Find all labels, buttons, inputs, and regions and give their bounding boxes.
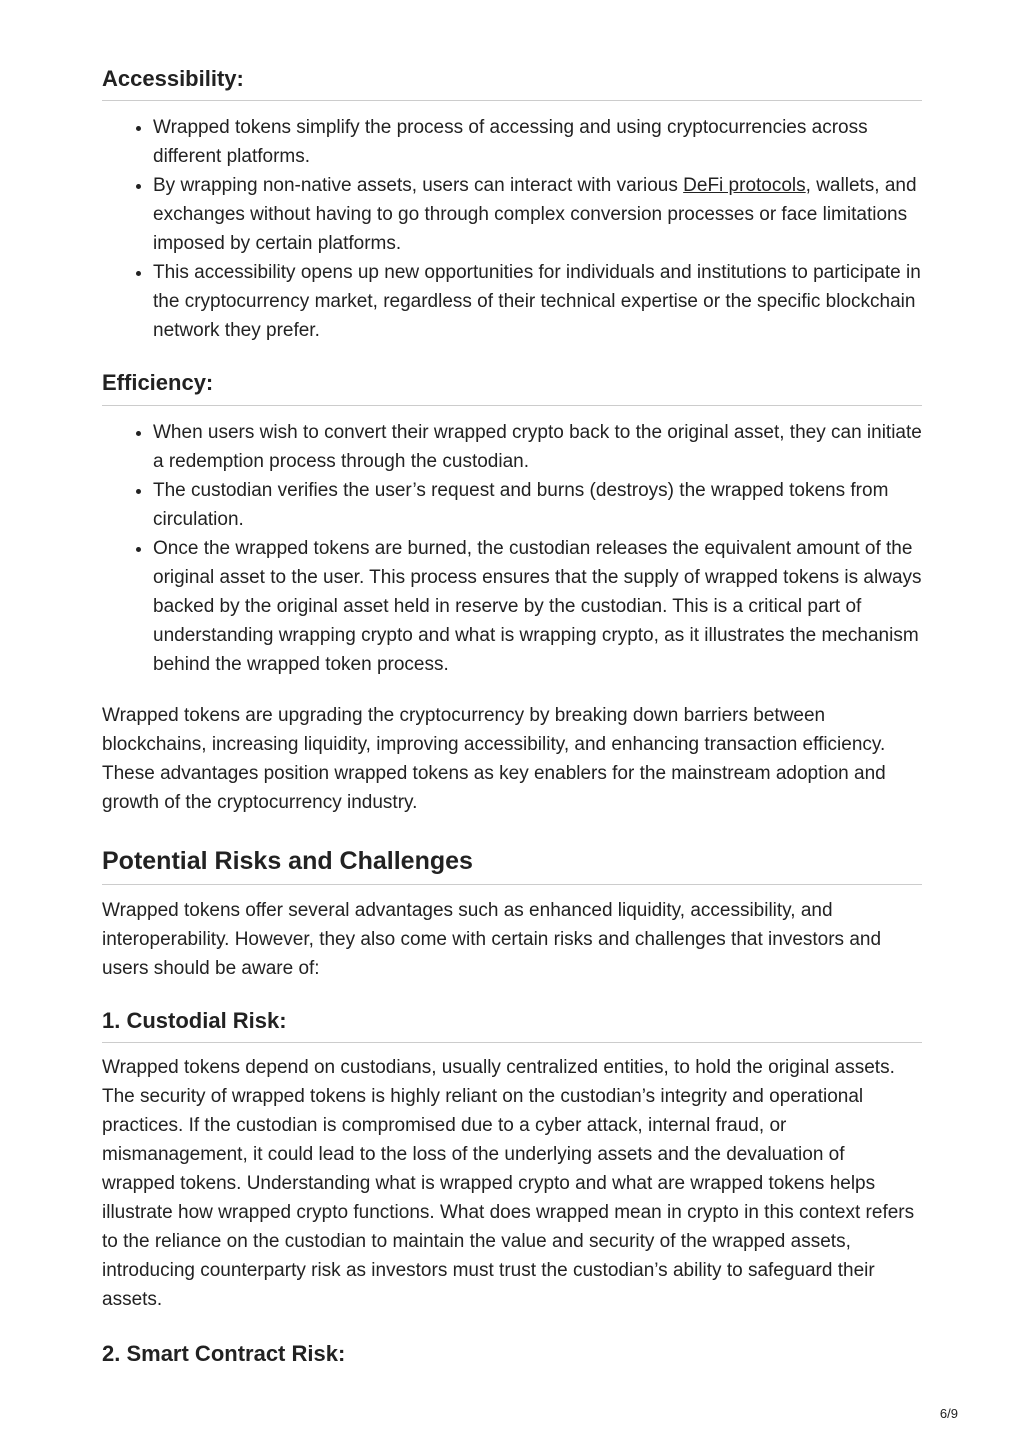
accessibility-list (102, 113, 922, 345)
section-heading-risks: Potential Risks and Challenges (102, 846, 922, 885)
list-item: • This accessibility opens up new opportunities for individuals and institutions to participate in the cryptocurrency market, regardless of their technical expertise or the specific blockchain network they prefer. (153, 258, 922, 345)
custodial-risk-paragraph: Wrapped tokens depend on custodians, usually centralized entities, to hold the original assets. The security of wrapped tokens is highly reliant on the custodian’s integrity and operational practices. If the custodian is compromised due to a cyber attack, internal fraud, or mismanagement, it could lead to the loss of the underlying assets and the devaluation of wrapped tokens. Understanding what is wrapped crypto and what are wrapped tokens helps illustrate how wrapped crypto functions. What does wrapped mean in crypto in this context refers to the reliance on the custodian to maintain the value and security of the wrapped assets, introducing counterparty risk as investors must trust the custodian’s ability to safeguard their assets. (102, 1057, 915, 1311)
risks-intro-paragraph: Wrapped tokens offer several advantages such as enhanced liquidity, accessibility, and interoperability. However, they also come with certain risks and challenges that investors and users should be aware of: (102, 900, 882, 980)
list-item: • Once the wrapped tokens are burned, the custodian releases the equivalent amount of the original asset to the user. This process ensures that the supply of wrapped tokens is always backed by the original asset held in reserve by the custodian. This is a critical part of understanding wrapping crypto and what is wrapping crypto, as it illustrates the mechanism behind the wrapped token process. (153, 534, 922, 679)
list-item: • Wrapped tokens simplify the process of accessing and using cryptocurrencies across different platforms. (153, 113, 922, 171)
list-item (153, 171, 922, 258)
page-number: 6/9 (939, 1406, 958, 1421)
section-heading-efficiency: Efficiency: (102, 370, 922, 405)
section-heading-smart-contract-risk: 2. Smart Contract Risk: (102, 1341, 346, 1367)
section-heading-accessibility: Accessibility: (102, 66, 922, 101)
efficiency-list (102, 418, 922, 679)
summary-paragraph: Wrapped tokens are upgrading the cryptocurrency by breaking down barriers between blockchains, increasing liquidity, improving accessibility, and enhancing transaction efficiency. These advantages position wrapped tokens as key enablers for the mainstream adoption and growth of the cryptocurrency industry. (102, 704, 886, 813)
section-heading-custodial-risk: 1. Custodial Risk: (102, 1008, 922, 1043)
document-page (102, 66, 922, 1376)
list-item-text: , wallets, and exchanges without having to go through complex conversion processes or face limitations imposed by certain platforms. (153, 175, 917, 255)
defi-protocols-link[interactable]: DeFi protocols (683, 175, 806, 197)
list-item: • The custodian verifies the user’s request and burns (destroys) the wrapped tokens from circulation. (153, 476, 922, 534)
list-item: • When users wish to convert their wrapped crypto back to the original asset, they can initiate a redemption process through the custodian. (153, 418, 922, 476)
list-item-text: By wrapping non-native assets, users can interact with various (153, 175, 684, 197)
